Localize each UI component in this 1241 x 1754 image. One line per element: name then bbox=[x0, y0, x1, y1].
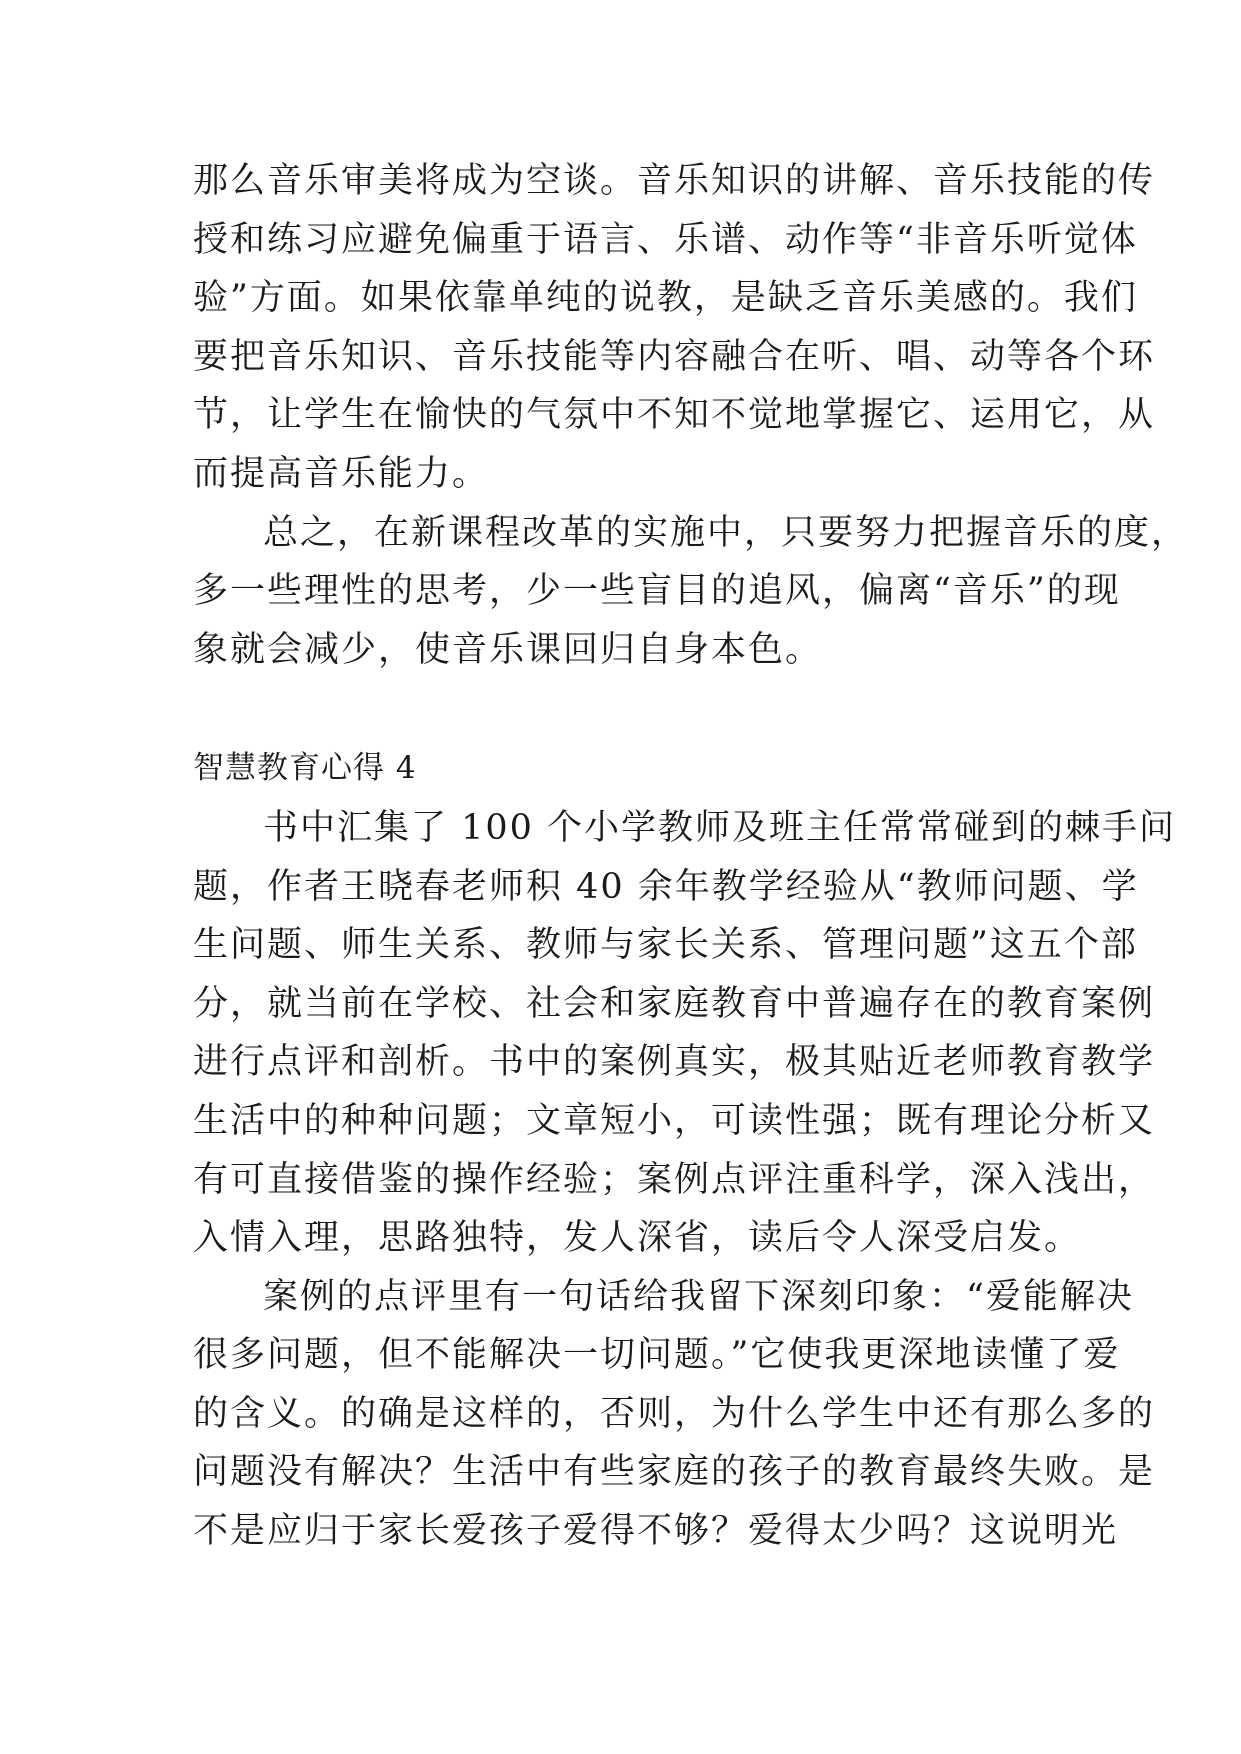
paragraph-1-line-2: 授和练习应避免偏重于语言、乐谱、动作等“非音乐听觉体 bbox=[193, 220, 1138, 260]
paragraph-1-line-5: 节，让学生在愉快的气氛中不知不觉地掌握它、运用它，从 bbox=[193, 395, 1156, 435]
paragraph-4-line-2: 很多问题，但不能解决一切问题。”它使我更深地读懂了爱 bbox=[193, 1335, 1121, 1375]
paragraph-2-line-2: 多一些理性的思考，少一些盲目的追风，偏离“音乐”的现 bbox=[193, 571, 1121, 611]
paragraph-3-line-4: 分，就当前在学校、社会和家庭教育中普遍存在的教育案例 bbox=[193, 984, 1156, 1024]
paragraph-4-line-3: 的含义。的确是这样的，否则，为什么学生中还有那么多的 bbox=[193, 1394, 1156, 1434]
paragraph-3-line-5: 进行点评和剖析。书中的案例真实，极其贴近老师教育教学 bbox=[193, 1042, 1156, 1082]
paragraph-3-line-6: 生活中的种种问题；文章短小，可读性强；既有理论分析又 bbox=[193, 1101, 1156, 1141]
paragraph-4-line-4: 问题没有解决？生活中有些家庭的孩子的教育最终失败。是 bbox=[193, 1452, 1156, 1492]
paragraph-4-line-5: 不是应归于家长爱孩子爱得不够？爱得太少吗？这说明光 bbox=[193, 1511, 1119, 1551]
paragraph-3-line-8: 入情入理，思路独特，发人深省，读后令人深受启发。 bbox=[193, 1218, 1082, 1258]
paragraph-3-line-3: 生问题、师生关系、教师与家长关系、管理问题”这五个部 bbox=[193, 925, 1138, 965]
paragraph-1-line-4: 要把音乐知识、音乐技能等内容融合在听、唱、动等各个环 bbox=[193, 337, 1156, 377]
paragraph-4-line-1: 案例的点评里有一句话给我留下深刻印象：“爱能解决 bbox=[263, 1277, 1134, 1317]
paragraph-2-line-3: 象就会减少，使音乐课回归自身本色。 bbox=[193, 630, 823, 670]
paragraph-1-line-6: 而提高音乐能力。 bbox=[193, 454, 490, 494]
paragraph-3-line-7: 有可直接借鉴的操作经验；案例点评注重科学，深入浅出， bbox=[193, 1160, 1156, 1200]
section-heading: 智慧教育心得 4 bbox=[193, 750, 417, 786]
paragraph-2-line-1: 总之，在新课程改革的实施中，只要努力把握音乐的度， bbox=[263, 513, 1189, 553]
paragraph-1-line-1: 那么音乐审美将成为空谈。音乐知识的讲解、音乐技能的传 bbox=[193, 161, 1156, 201]
paragraph-1-line-3: 验”方面。如果依靠单纯的说教，是缺乏音乐美感的。我们 bbox=[193, 278, 1138, 318]
paragraph-3-line-1: 书中汇集了 100 个小学教师及班主任常常碰到的棘手问 bbox=[263, 808, 1177, 848]
paragraph-3-line-2: 题，作者王晓春老师积 40 余年教学经验从“教师问题、学 bbox=[193, 867, 1139, 907]
